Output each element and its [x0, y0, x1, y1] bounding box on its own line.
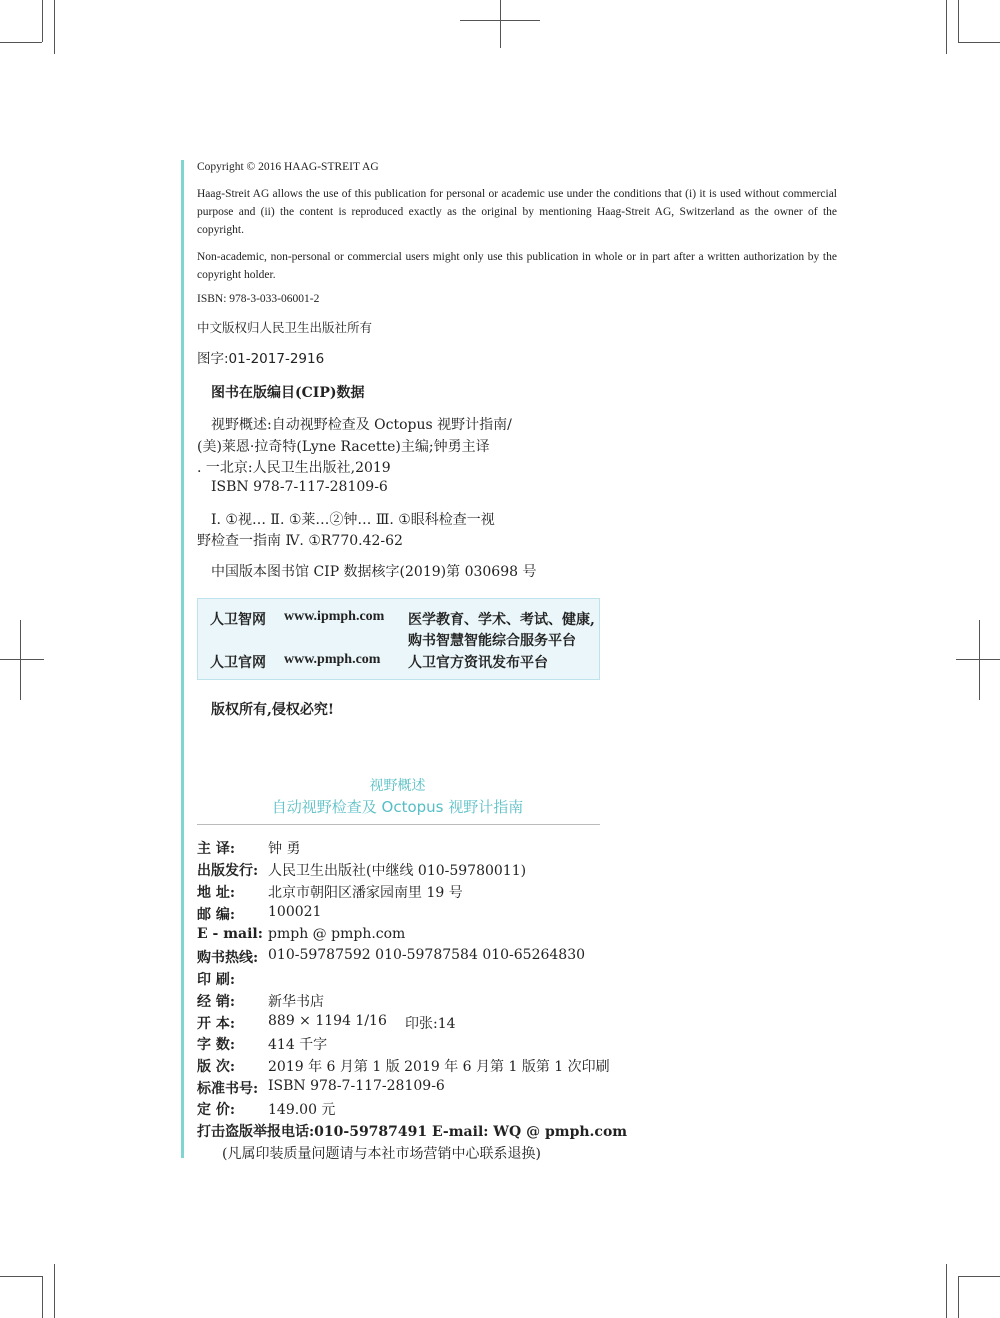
ipmph-url[interactable]: www.ipmph.com — [284, 609, 385, 624]
ipmph-desc-line2: 购书智慧智能综合服务平台 — [408, 633, 576, 649]
pmph-url[interactable]: www.pmph.com — [284, 652, 381, 667]
colophon-value-isbn: ISBN 978-7-117-28109-6 — [268, 1078, 445, 1094]
copyright-permission-paragraph: Haag-Streit AG allows the use of this publication for personal or academic use under the conditions that (i) it is used without commercial purpose and (ii) the content is reproduced exactly as the original by mentioning Haag-Streit AG, Switzerland as the owner of the copyright. — [197, 188, 837, 236]
colophon-value-hotline: 010-59787592 010-59787584 010-65264830 — [268, 947, 586, 963]
colophon-label-distributor: 经 销: — [197, 994, 236, 1010]
colophon-value-price: 149.00 元 — [268, 1102, 336, 1118]
colophon-label-word-count: 字 数: — [197, 1037, 236, 1053]
colophon-label-price: 定 价: — [197, 1102, 236, 1118]
colophon-label-email: E - mail: — [197, 926, 263, 942]
quality-return-notice: (凡属印装质量问题请与本社市场营销中心联系退换) — [222, 1146, 541, 1162]
colophon-value-publisher: 人民卫生出版社(中继线 010-59780011) — [268, 863, 527, 879]
colophon-value-postcode: 100021 — [268, 904, 322, 920]
copyright-restriction-paragraph: Non-academic, non-personal or commercial users might only use this publication in whole or in part after a written authorization by the copyright holder. — [197, 251, 837, 281]
contract-registration-number: 图字:01-2017-2916 — [197, 351, 325, 367]
colophon-value-word-count: 414 千字 — [268, 1037, 328, 1053]
cip-line-authors: (美)莱恩·拉奇特(Lyne Racette)主编;钟勇主译 — [197, 439, 490, 455]
pmph-platform-box — [197, 598, 600, 680]
original-isbn: ISBN: 978-3-033-06001-2 — [197, 293, 320, 305]
colophon-label-printer: 印 刷: — [197, 972, 236, 988]
colophon-label-isbn: 标准书号: — [197, 1081, 259, 1097]
copyright-line: Copyright © 2016 HAAG-STREIT AG — [197, 161, 379, 173]
ipmph-name: 人卫智网 — [210, 612, 266, 628]
pmph-desc: 人卫官方资讯发布平台 — [408, 655, 548, 671]
title-divider — [197, 824, 600, 825]
colophon-label-translator: 主 译: — [197, 841, 236, 857]
colophon-value-address: 北京市朝阳区潘家园南里 19 号 — [268, 885, 463, 901]
colophon-printed-sheets: 印张:14 — [405, 1016, 456, 1032]
ipmph-desc-line1: 医学教育、学术、考试、健康, — [408, 612, 595, 628]
colophon-label-postcode: 邮 编: — [197, 907, 236, 923]
colophon-label-publisher: 出版发行: — [197, 863, 259, 879]
pmph-name: 人卫官网 — [210, 655, 266, 671]
rights-reserved-notice: 版权所有,侵权必究! — [211, 702, 335, 718]
cip-line-record-number: 中国版本图书馆 CIP 数据核字(2019)第 030698 号 — [211, 564, 537, 580]
cip-line-isbn: ISBN 978-7-117-28109-6 — [211, 479, 388, 495]
cip-line-classification-cont: 野检查一指南 Ⅳ. ①R770.42-62 — [197, 533, 403, 549]
book-title: 视野概述 — [369, 778, 426, 794]
cip-line-title: 视野概述:自动视野检查及 Octopus 视野计指南/ — [211, 417, 512, 433]
chinese-rights-note: 中文版权归人民卫生出版社所有 — [197, 320, 373, 335]
anti-piracy-hotline: 打击盗版举报电话:010-59787491 E-mail: WQ @ pmph.com — [197, 1124, 628, 1140]
margin-accent-bar — [181, 160, 184, 1158]
colophon-value-email: pmph @ pmph.com — [268, 926, 406, 942]
colophon-label-format: 开 本: — [197, 1016, 236, 1032]
colophon-value-distributor: 新华书店 — [268, 994, 324, 1010]
book-subtitle: 自动视野检查及 Octopus 视野计指南 — [271, 798, 524, 816]
colophon-value-translator: 钟 勇 — [268, 841, 301, 857]
colophon-value-format: 889 × 1194 1/16 — [268, 1013, 387, 1029]
colophon-label-hotline: 购书热线: — [197, 950, 259, 966]
colophon-label-address: 地 址: — [197, 885, 236, 901]
colophon-value-edition: 2019 年 6 月第 1 版 2019 年 6 月第 1 版第 1 次印刷 — [268, 1059, 610, 1075]
cip-line-classification: Ⅰ. ①视… Ⅱ. ①莱…②钟… Ⅲ. ①眼科检查一视 — [211, 512, 495, 528]
cip-line-publisher: . 一北京:人民卫生出版社,2019 — [197, 460, 391, 476]
cip-heading: 图书在版编目(CIP)数据 — [211, 385, 365, 401]
colophon-label-edition: 版 次: — [197, 1059, 236, 1075]
